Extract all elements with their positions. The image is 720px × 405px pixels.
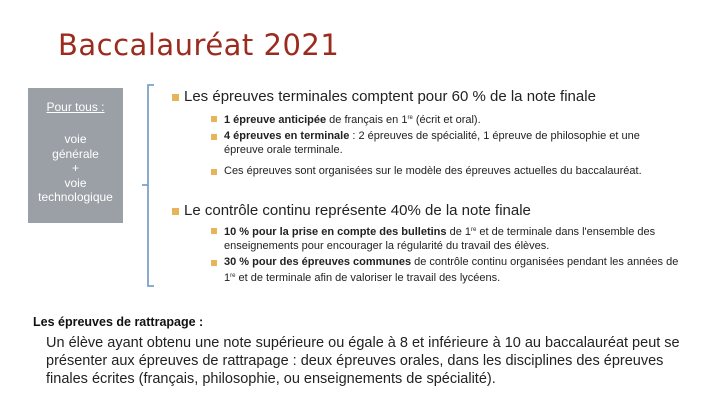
item-text: de contrôle continu organisées pendant les années de 1: [224, 256, 679, 284]
item-text: de 1: [446, 226, 471, 238]
item-text: et de terminale afin de valoriser le travail des lycéens.: [235, 271, 501, 284]
audience-line: technologique: [38, 190, 113, 204]
bullet-square-icon: [172, 94, 179, 101]
superscript: re: [407, 115, 413, 121]
bullet-square-icon: [211, 134, 217, 140]
item-bold: 10 % pour la prise en compte des bulletins: [224, 226, 447, 238]
bullet-square-icon: [211, 169, 217, 175]
audience-line: voie: [64, 175, 87, 190]
bullet-square-icon: [211, 260, 217, 266]
superscript: re: [230, 272, 236, 279]
audience-line: générale: [52, 146, 99, 161]
item-text: Ces épreuves sont organisées sur le modèle des épreuves actuelles du baccalauréat.: [224, 165, 642, 177]
audience-line: voie: [64, 132, 87, 146]
slide-title: Baccalauréat 2021: [58, 28, 340, 62]
section-heading: Le contrôle continu représente 40% de la note finale: [184, 202, 531, 219]
section-heading: Les épreuves terminales comptent pour 60 % de la note finale: [184, 88, 596, 105]
bullet-square-icon: [211, 116, 217, 122]
audience-paths: [28, 132, 123, 205]
item-text: (écrit et oral).: [412, 114, 481, 126]
rattrapage-text: Un élève ayant obtenu une note supérieure ou égale à 8 et inférieure à 10 au baccalauréat peut se présenter aux épreuves de rattrapage : deux épreuves orales, dans les disciplines des épreuves finales écrites (français, philosophie, ou enseignements de spécialité).: [46, 335, 680, 387]
rattrapage-heading: Les épreuves de rattrapage :: [33, 315, 204, 329]
list-item: [211, 112, 681, 128]
audience-box: [28, 88, 123, 223]
list-item: [211, 165, 681, 179]
bullet-square-icon: [211, 228, 217, 234]
item-bold: 1 épreuve anticipée: [224, 114, 327, 126]
list-item: [211, 130, 681, 157]
audience-line: +: [71, 161, 79, 175]
item-text: et de terminale dans l'ensemble des enseignements pour encourager la régularité du travail des élèves.: [224, 226, 656, 252]
item-bold: 30 % pour des épreuves communes: [224, 256, 412, 268]
item-text: de français en 1: [326, 114, 408, 126]
section-final-exams: [172, 88, 596, 105]
list-item: [211, 224, 681, 253]
item-text: : 2 épreuves de spécialité, 1 épreuve de philosophie et une épreuve orale terminale.: [224, 130, 640, 156]
list-item: [211, 256, 681, 285]
item-bold: 4 épreuves en terminale: [224, 130, 350, 142]
bullet-square-icon: [172, 208, 179, 215]
bracket-connector: [140, 83, 156, 288]
audience-label: Pour tous :: [46, 100, 105, 114]
section-continuous-assessment: [172, 202, 531, 219]
superscript: re: [470, 227, 477, 233]
